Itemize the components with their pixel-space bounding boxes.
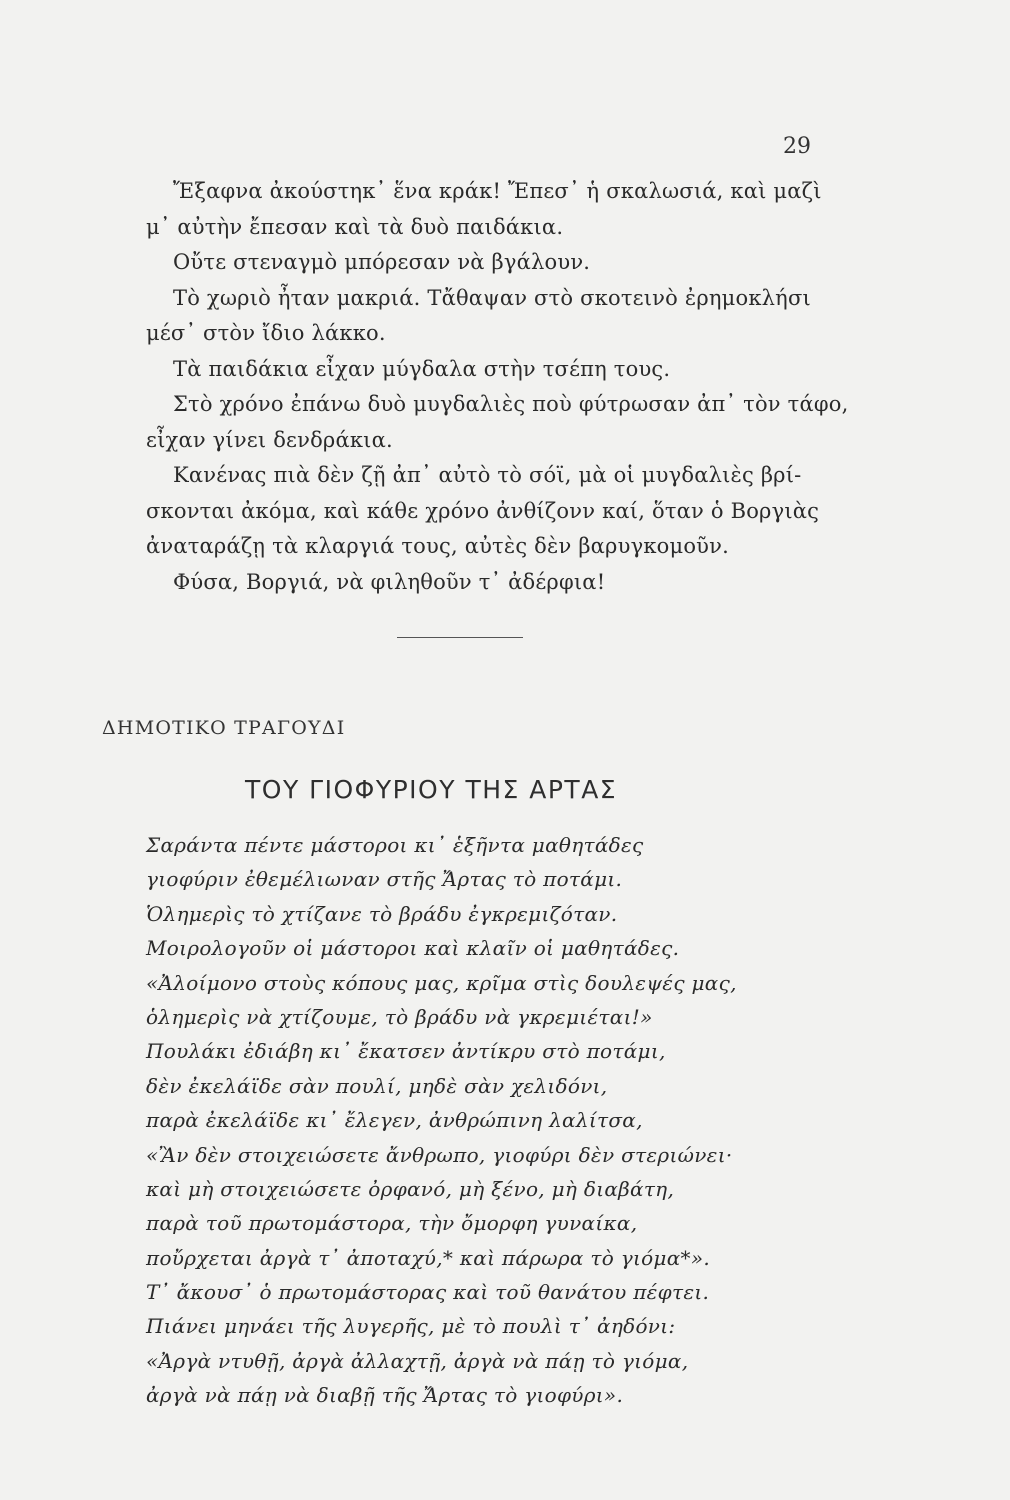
poem-line: γιοφύριν ἐθεμέλιωναν στῆς Ἄρτας τὸ ποτάμι. <box>146 867 623 892</box>
prose-line: Οὔτε στεναγμὸ μπόρεσαν νὰ βγάλουν. <box>173 250 591 274</box>
prose-line: μ᾽ αὐτὴν ἔπεσαν καὶ τὰ δυὸ παιδάκια. <box>146 214 564 239</box>
prose-line: Φύσα, Βοργιά, νὰ φιληθοῦν τ᾽ ἀδέρφια! <box>173 569 606 594</box>
poem-title: ΤΟΥ ΓΙΟΦΥΡΙΟΥ ΤΗΣ ΑΡΤΑΣ <box>245 775 618 804</box>
poem-line: Πουλάκι ἐδιάβη κι᾽ ἔκατσεν ἀντίκρυ στὸ ποτάμι, <box>146 1039 666 1064</box>
poem-line: ἀργὰ νὰ πάῃ νὰ διαβῇ τῆς Ἄρτας τὸ γιοφύρι». <box>146 1383 624 1408</box>
prose-line: Τὸ χωριὸ ἦταν μακριά. Τἄθαψαν στὸ σκοτεινὸ ἐρημοκλήσι <box>173 285 811 310</box>
prose-line: Στὸ χρόνο ἐπάνω δυὸ μυγδαλιὲς ποὺ φύτρωσαν ἀπ᾽ τὸν τάφο, <box>173 392 849 416</box>
poem-line: Πιάνει μηνάει τῆς λυγερῆς, μὲ τὸ πουλὶ τ᾽ ἀηδόνι: <box>146 1314 676 1339</box>
prose-line: Τὰ παιδάκια εἶχαν μύγδαλα στὴν τσέπη τους. <box>173 356 671 381</box>
poem-line: καὶ μὴ στοιχειώσετε ὀρφανό, μὴ ξένο, μὴ διαβάτη, <box>146 1176 675 1201</box>
poem-line: ποὔρχεται ἀργὰ τ᾽ ἀποταχύ,* καὶ πάρωρα τὸ γιόμα*». <box>146 1245 711 1270</box>
prose-line: εἶχαν γίνει δενδράκια. <box>146 427 393 452</box>
poem-line: «Ἀλοίμονο στοὺς κόπους μας, κρῖμα στὶς δουλεψές μας, <box>146 970 737 995</box>
poem-line: «Ἀργὰ ντυθῇ, ἀργὰ ἀλλαχτῇ, ἀργὰ νὰ πάῃ τὸ γιόμα, <box>146 1348 689 1373</box>
poem-line: ὁλημερὶς νὰ χτίζουμε, τὸ βράδυ νὰ γκρεμιέται!» <box>146 1004 653 1029</box>
poem-block <box>146 828 846 1413</box>
prose-line: Κανένας πιὰ δὲν ζῇ ἀπ᾽ αὐτὸ τὸ σόϊ, μὰ οἱ μυγδαλιὲς βρί- <box>173 463 802 487</box>
prose-line: σκονται ἀκόμα, καὶ κάθε χρόνο ἀνθίζονν καί, ὅταν ὁ Βοργιὰς <box>146 498 820 523</box>
poem-line: Μοιρολογοῦν οἱ μάστοροι καὶ κλαῖν οἱ μαθητάδες. <box>146 936 680 961</box>
page-number: 29 <box>783 134 811 159</box>
poem-line: παρὰ τοῦ πρωτομάστορα, τὴν ὄμορφη γυναίκα, <box>146 1211 638 1236</box>
prose-line: Ἔξαφνα ἀκούστηκ᾽ ἕνα κράκ! Ἔπεσ᾽ ἡ σκαλωσιά, καὶ μαζὶ <box>173 179 822 203</box>
poem-line: Ὁλημερὶς τὸ χτίζανε τὸ βράδυ ἐγκρεμιζόταν. <box>146 901 618 926</box>
prose-line: μέσ᾽ στὸν ἴδιο λάκκο. <box>146 321 386 345</box>
poem-line: «Ἂν δὲν στοιχειώσετε ἄνθρωπο, γιοφύρι δὲν στεριώνει· <box>146 1142 733 1167</box>
poem-line: Τ᾽ ἄκουσ᾽ ὁ πρωτομάστορας καὶ τοῦ θανάτου πέφτει. <box>146 1280 710 1305</box>
poem-line: παρὰ ἐκελάϊδε κι᾽ ἔλεγεν, ἀνθρώπινη λαλίτσα, <box>146 1108 643 1133</box>
prose-line: ἀναταράζῃ τὰ κλαργιά τους, αὐτὲς δὲν βαρυγκομοῦν. <box>146 534 729 558</box>
poem-line: δὲν ἐκελάϊδε σὰν πουλί, μηδὲ σὰν χελιδόνι, <box>146 1073 608 1098</box>
section-divider <box>397 637 523 638</box>
section-label: ΔΗΜΟΤΙΚΟ ΤΡΑΓΟΥΔΙ <box>102 717 346 739</box>
poem-line: Σαράντα πέντε μάστοροι κι᾽ ἑξῆντα μαθητάδες <box>146 833 644 857</box>
prose-block <box>146 174 849 600</box>
